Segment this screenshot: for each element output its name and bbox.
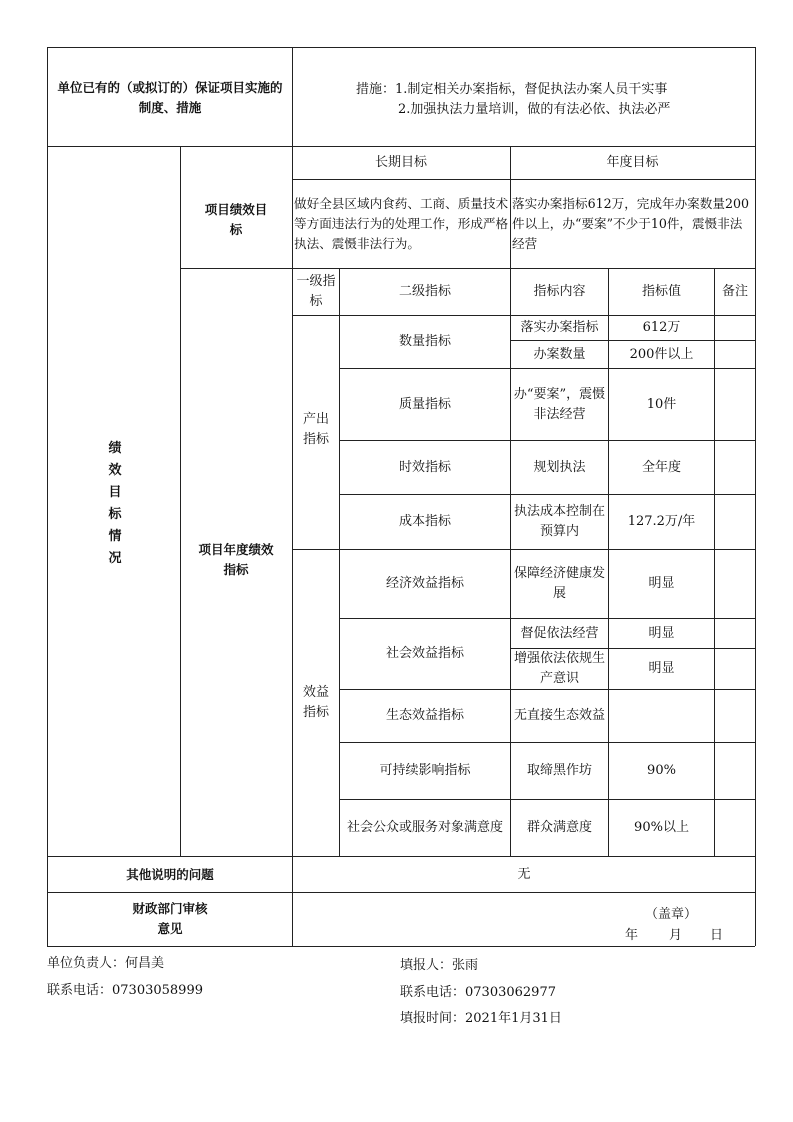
unit-leader-phone: 联系电话：07303058999 [47, 983, 203, 998]
date-month: 月 [669, 928, 683, 943]
content-timeliness: 规划执法 [533, 459, 586, 475]
value-quality: 10件 [646, 396, 677, 412]
content-sustainable: 取缔黑作坊 [526, 763, 592, 778]
long-term-goal-header: 长期目标 [374, 155, 427, 170]
section-char: 绩 [108, 441, 122, 456]
value-economic: 明显 [648, 576, 675, 591]
row-ecological: 生态效益指标 [385, 708, 464, 723]
finance-review-label: 财政部门审核意见 [132, 901, 208, 936]
benefit-group-label: 效益指标 [302, 685, 329, 720]
date-year: 年 [625, 928, 639, 943]
measures-line-2: 2.加强执法力量培训，做的有法必依、执法必严 [398, 102, 671, 117]
content-ecological: 无直接生态效益 [513, 708, 605, 723]
content-economic: 保障经济健康发展 [513, 566, 605, 601]
content-satisfaction: 群众满意度 [526, 820, 592, 835]
annual-goal-text: 落实办案指标612万，完成年办案数量200件以上，办“要案”不少于10件，震慑非法经营 [512, 195, 749, 251]
header-content: 指标内容 [533, 284, 586, 299]
header-level2: 二级指标 [398, 284, 451, 299]
row-cost: 成本指标 [398, 514, 451, 529]
header-level1: 一级指标 [296, 274, 336, 309]
measures-line-1: 措施：1.制定相关办案指标，督促执法办案人员干实事 [356, 82, 668, 97]
content-quality: 办“要案”，震慑非法经营 [513, 386, 606, 422]
row-economic: 经济效益指标 [385, 576, 464, 591]
fill-date: 填报时间：2021年1月31日 [400, 1011, 562, 1026]
annual-goal-header: 年度目标 [606, 155, 659, 170]
other-issues-label: 其他说明的问题 [126, 866, 214, 882]
value-q1: 612万 [642, 320, 681, 335]
filler-name: 填报人：张雨 [400, 958, 479, 973]
content-q2: 办案数量 [533, 346, 586, 362]
content-social2: 增强依法依规生产意识 [513, 651, 605, 686]
date-day: 日 [710, 928, 724, 943]
value-q2: 200件以上 [629, 346, 694, 362]
row-quality: 质量指标 [398, 396, 451, 412]
annual-indicators-label: 项目年度绩效指标 [198, 542, 274, 577]
value-social1: 明显 [648, 625, 675, 641]
row-social: 社会效益指标 [385, 646, 464, 661]
row-quantity: 数量指标 [398, 334, 451, 349]
row-satisfaction: 社会公众或服务对象满意度 [346, 820, 503, 835]
value-sustainable: 90% [647, 763, 676, 778]
long-term-goal-text: 做好全县区域内食药、工商、质量技术等方面违法行为的处理工作，形成严格执法、震慑非法行为。 [294, 195, 509, 251]
content-social1: 督促依法经营 [520, 625, 599, 641]
output-group-label: 产出指标 [302, 412, 329, 447]
header-remark: 备注 [721, 284, 748, 299]
row-timeliness: 时效指标 [398, 459, 451, 475]
value-social2: 明显 [648, 661, 675, 676]
section-char: 情 [108, 529, 122, 544]
row-sustainable: 可持续影响指标 [379, 763, 471, 778]
value-satisfaction: 90%以上 [634, 820, 689, 835]
value-ecological [609, 690, 714, 742]
filler-phone: 联系电话：07303062977 [400, 985, 556, 1000]
section-label-vertical [95, 438, 135, 570]
content-cost: 执法成本控制在预算内 [513, 504, 605, 539]
other-issues-value: 无 [517, 866, 531, 882]
unit-leader: 单位负责人：何昌美 [47, 956, 165, 971]
project-goal-label: 项目绩效目标 [204, 202, 268, 237]
content-q1: 落实办案指标 [520, 320, 599, 335]
measures-label: 单位已有的（或拟订的）保证项目实施的制度、措施 [57, 80, 283, 115]
section-char: 况 [108, 551, 122, 566]
section-char: 标 [108, 507, 122, 522]
value-timeliness: 全年度 [641, 459, 681, 475]
value-cost: 127.2万/年 [627, 514, 696, 529]
section-char: 目 [108, 485, 122, 500]
seal-note: （盖章） [645, 907, 698, 922]
section-char: 效 [108, 463, 122, 478]
header-value: 指标值 [641, 284, 681, 299]
